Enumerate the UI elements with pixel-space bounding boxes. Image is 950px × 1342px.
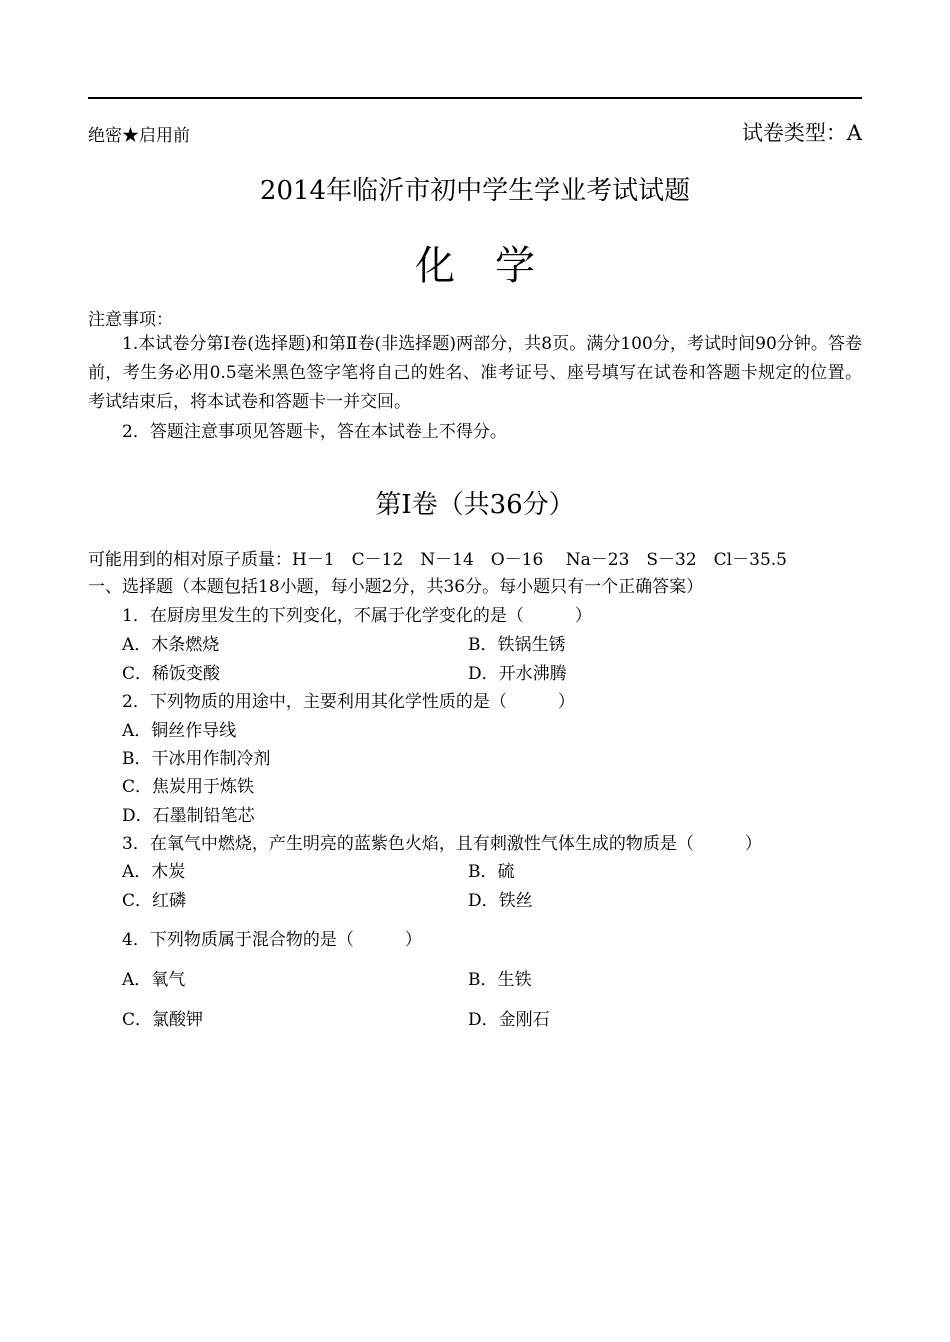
question-3-stem: 3．在氧气中燃烧，产生明亮的蓝紫色火焰，且有刺激性气体生成的物质是（ ）: [122, 834, 762, 854]
confidential-label: 绝密★启用前: [88, 126, 190, 146]
question-3-option-c: C．红磷: [122, 891, 187, 911]
question-3-option-a: A．木炭: [122, 862, 186, 882]
notice-item-1: 1.本试卷分第Ⅰ卷(选择题)和第Ⅱ卷(非选择题)两部分，共8页。满分100分，考试时间90分钟。答卷前，考生务必用0.5毫米黑色签字笔将自己的姓名、准考证号、座号填写在试卷和答题卡规定的位置。考试结束后，将本试卷和答题卡一并交回。: [88, 334, 862, 412]
question-3-option-d: D．铁丝: [468, 891, 533, 911]
question-2-option-d: D．石墨制铅笔芯: [122, 806, 255, 826]
question-1-option-d: D．开水沸腾: [468, 664, 567, 684]
notice-item-2: 2．答题注意事项见答题卡，答在本试卷上不得分。: [122, 422, 507, 442]
question-4-option-d: D．金刚石: [468, 1010, 550, 1030]
question-2-option-c: C．焦炭用于炼铁: [122, 777, 255, 797]
section1-heading: 一、选择题（本题包括18小题，每小题2分，共36分。每小题只有一个正确答案）: [88, 577, 704, 597]
question-2-option-b: B．干冰用作制冷剂: [122, 749, 271, 769]
atomic-masses: 可能用到的相对原子质量：H－1 C－12 N－14 O－16 Na－23 S－32 Cl－35.5: [88, 550, 787, 570]
question-4-option-b: B．生铁: [468, 970, 532, 990]
question-4-stem: 4．下列物质属于混合物的是（ ）: [122, 930, 422, 950]
question-4-option-c: C．氯酸钾: [122, 1010, 204, 1030]
question-3-option-b: B．硫: [468, 862, 515, 882]
subject-title: 化 学: [415, 243, 535, 289]
paper-type-label: 试卷类型：A: [741, 121, 862, 145]
question-1-stem: 1．在厨房里发生的下列变化，不属于化学变化的是（ ）: [122, 606, 592, 626]
question-1-option-a: A．木条燃烧: [122, 635, 220, 655]
top-rule: [88, 97, 862, 99]
question-2-option-a: A．铜丝作导线: [122, 721, 237, 741]
question-1-option-c: C．稀饭变酸: [122, 664, 221, 684]
exam-title: 2014年临沂市初中学生学业考试试题: [259, 176, 691, 206]
question-2-stem: 2．下列物质的用途中，主要利用其化学性质的是（ ）: [122, 692, 575, 712]
question-1-option-b: B．铁锅生锈: [468, 635, 566, 655]
notice-heading: 注意事项：: [88, 310, 173, 330]
question-4-option-a: A．氧气: [122, 970, 186, 990]
part1-title: 第Ⅰ卷（共36分）: [375, 490, 575, 520]
